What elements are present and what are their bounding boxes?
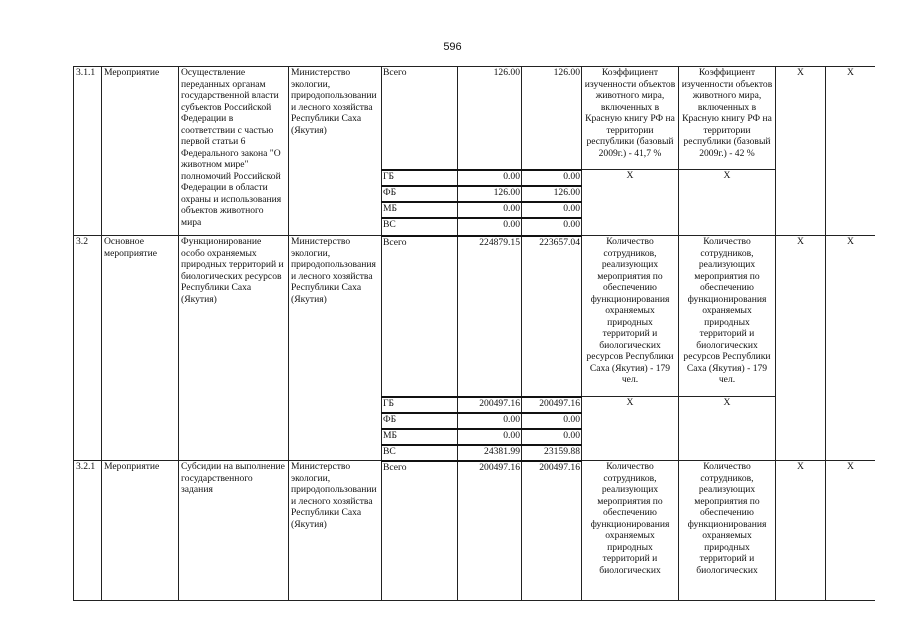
indicator-1: Количество сотрудников, реализующих мероприятия по обеспечению функционирования охраняемых природных территорий и биологических [582, 461, 679, 601]
funding-value-1: 126.00 [458, 186, 522, 202]
funding-value-1: 0.00 [458, 429, 522, 445]
row-type: Мероприятие [102, 461, 179, 601]
x-mark-1: X [776, 67, 826, 236]
x-mark-1: X [776, 461, 826, 601]
funding-value-2: 0.00 [522, 413, 582, 429]
x-mark-2: X [826, 67, 876, 236]
funding-source-label: ФБ [382, 186, 458, 202]
funding-source-label: ГБ [382, 170, 458, 186]
row-executor: Министерство экологии, природопользовании и лесного хозяйства Республики Саха (Якутия) [289, 461, 382, 601]
row-name: Субсидии на выполнение государственного задания [179, 461, 289, 601]
funding-value-1: 0.00 [458, 413, 522, 429]
row-code: 3.2 [74, 236, 102, 461]
program-measures-table [73, 66, 875, 601]
funding-source-label: ВС [382, 445, 458, 461]
funding-total-label: Всего [382, 461, 458, 601]
indicator-2: Коэффициент изученности объектов животного мира, включенных в Красную книгу РФ на территории республики (базовый 2009г.) - 42 % [679, 67, 776, 170]
funding-source-label: ГБ [382, 397, 458, 413]
row-type: Мероприятие [102, 67, 179, 236]
funding-value-2: 0.00 [522, 218, 582, 236]
funding-value-2: 126.00 [522, 186, 582, 202]
funding-total-label: Всего [382, 236, 458, 397]
x-mark-2: X [826, 461, 876, 601]
funding-total-value-2: 200497.16 [522, 461, 582, 601]
program-table-sheet [73, 66, 875, 606]
row-executor: Министерство экологии, природопользовании и лесного хозяйства Республики Саха (Якутия) [289, 67, 382, 236]
funding-value-1: 200497.16 [458, 397, 522, 413]
row-type: Основное мероприятие [102, 236, 179, 461]
funding-value-2: 0.00 [522, 170, 582, 186]
indicator-2-x-mark: X [679, 397, 776, 461]
indicator-1-x-mark: X [582, 397, 679, 461]
indicator-1: Коэффициент изученности объектов животного мира, включенных в Красную книгу РФ на территории республики (базовый 2009г.) - 41,7 % [582, 67, 679, 170]
funding-total-label: Всего [382, 67, 458, 170]
funding-source-label: МБ [382, 429, 458, 445]
row-name: Осуществление переданных органам государственной власти субъектов Российской Федерации в соответствии с частью первой статьи 6 Федерального закона "О животном мире" полномочий Российской Федерации в области охраны и использования объектов животного мира [179, 67, 289, 236]
row-executor: Министерство экологии, природопользования и лесного хозяйства Республики Саха (Якутия) [289, 236, 382, 461]
funding-source-label: МБ [382, 202, 458, 218]
funding-source-label: ФБ [382, 413, 458, 429]
page-number: 596 [443, 41, 462, 53]
funding-value-1: 0.00 [458, 170, 522, 186]
x-mark-2: X [826, 236, 876, 461]
row-name: Функционирование особо охраняемых природных территорий и биологических ресурсов Республики Саха (Якутия) [179, 236, 289, 461]
funding-value-1: 0.00 [458, 202, 522, 218]
funding-value-2: 0.00 [522, 429, 582, 445]
funding-value-2: 0.00 [522, 202, 582, 218]
funding-value-2: 200497.16 [522, 397, 582, 413]
indicator-2-x-mark: X [679, 170, 776, 236]
table-row-3-2 [74, 236, 876, 397]
funding-total-value-1: 126.00 [458, 67, 522, 170]
indicator-1: Количество сотрудников, реализующих мероприятия по обеспечению функционирования охраняемых природных территорий и биологических ресурсов Республики Саха (Якутия) - 179 чел. [582, 236, 679, 397]
table-row-3-1-1 [74, 67, 876, 170]
funding-total-value-1: 200497.16 [458, 461, 522, 601]
funding-total-value-2: 126.00 [522, 67, 582, 170]
funding-value-1: 24381.99 [458, 445, 522, 461]
funding-total-value-1: 224879.15 [458, 236, 522, 397]
indicator-2: Количество сотрудников, реализующих мероприятия по обеспечению функционирования охраняемых природных территорий и биологических ресурсов Республики Саха (Якутия) - 179 чел. [679, 236, 776, 397]
row-code: 3.1.1 [74, 67, 102, 236]
indicator-2: Количество сотрудников, реализующих мероприятия по обеспечению функционирования охраняемых природных территорий и биологических [679, 461, 776, 601]
table-row-3-2-1 [74, 461, 876, 601]
indicator-1-x-mark: X [582, 170, 679, 236]
funding-total-value-2: 223657.04 [522, 236, 582, 397]
funding-value-1: 0.00 [458, 218, 522, 236]
x-mark-1: X [776, 236, 826, 461]
funding-source-label: ВС [382, 218, 458, 236]
funding-value-2: 23159.88 [522, 445, 582, 461]
row-code: 3.2.1 [74, 461, 102, 601]
